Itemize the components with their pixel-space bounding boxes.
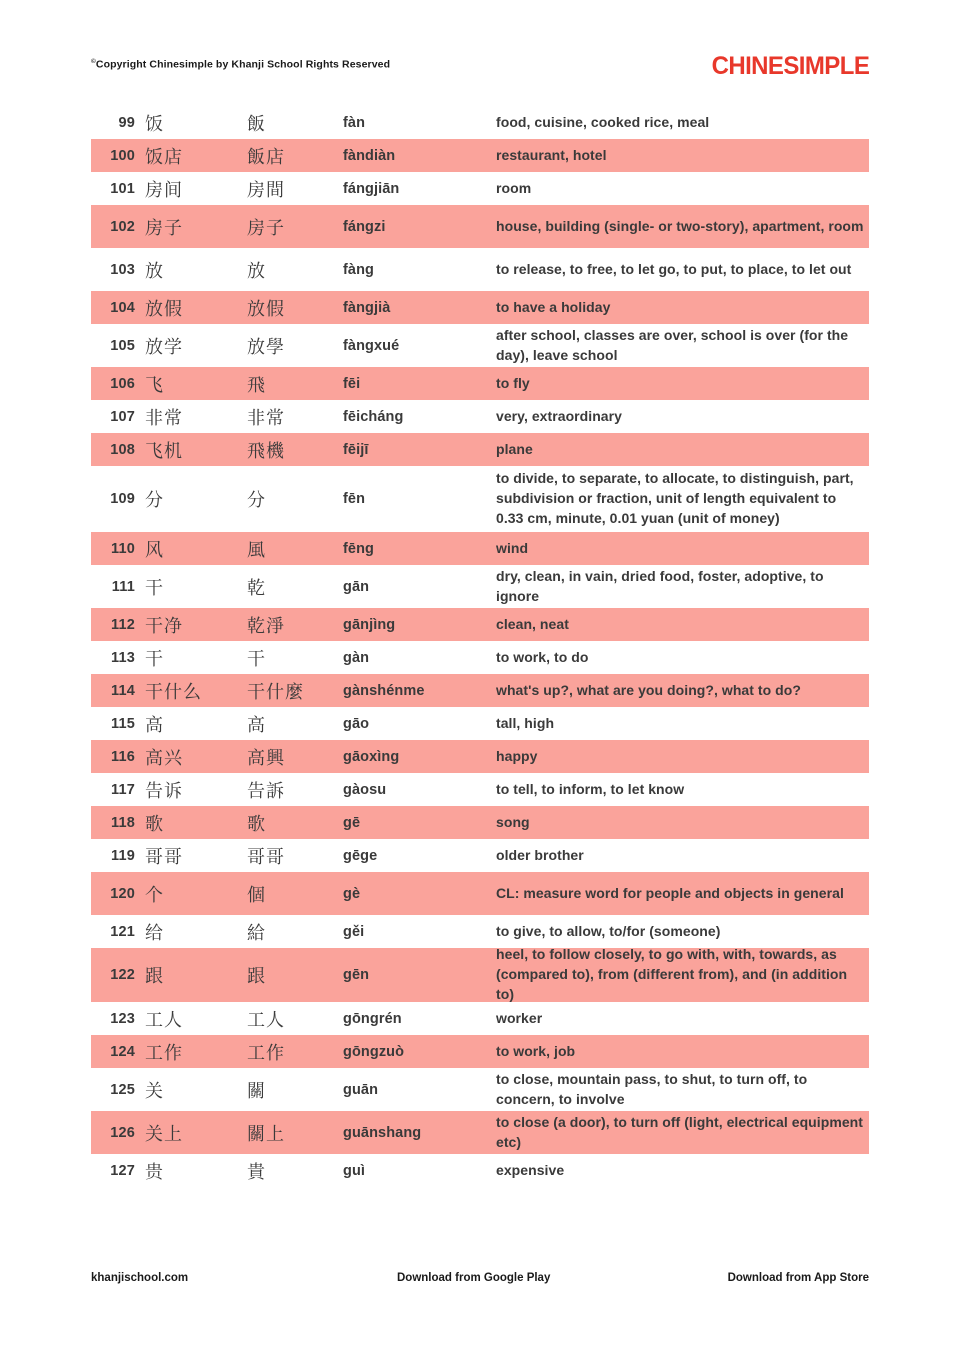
simplified-character: 给 <box>145 922 164 943</box>
english-definition: dry, clean, in vain, dried food, foster, adoptive, to ignore <box>496 567 824 604</box>
traditional-character: 貴 <box>247 1161 266 1182</box>
table-row <box>91 872 869 915</box>
copyright-symbol: © <box>91 58 96 65</box>
english-definition: clean, neat <box>496 615 569 632</box>
pinyin-reading: fàngjià <box>343 299 391 316</box>
simplified-character: 放假 <box>145 298 183 319</box>
english-definition: CL: measure word for people and objects in general <box>496 884 844 901</box>
english-definition: what's up?, what are you doing?, what to do? <box>496 681 801 698</box>
row-index: 100 <box>110 147 135 164</box>
row-index: 118 <box>111 814 135 831</box>
row-index: 113 <box>111 649 135 666</box>
simplified-character: 饭店 <box>145 146 183 167</box>
row-index: 123 <box>110 1010 135 1027</box>
english-definition: to divide, to separate, to allocate, to distinguish, part, subdivision or fraction, unit of length equivalent to 0.33 cm, minute, 0.01 yuan (unit of money) <box>496 470 854 526</box>
table-row <box>91 707 869 740</box>
english-definition: to have a holiday <box>496 298 611 315</box>
page-header <box>91 52 869 88</box>
table-row <box>91 1068 869 1111</box>
pinyin-reading: gōngrén <box>343 1010 402 1027</box>
traditional-character: 工人 <box>247 1009 285 1030</box>
simplified-character: 放学 <box>145 336 183 357</box>
simplified-character: 高 <box>145 714 164 735</box>
traditional-character: 分 <box>247 490 266 510</box>
traditional-character: 房間 <box>247 179 285 200</box>
table-row <box>91 106 869 139</box>
pinyin-reading: gōngzuò <box>343 1043 405 1060</box>
english-definition: song <box>496 813 530 830</box>
table-row <box>91 172 869 205</box>
vocabulary-table <box>91 106 869 1187</box>
simplified-character: 歌 <box>145 813 164 834</box>
traditional-character: 工作 <box>247 1042 285 1063</box>
simplified-character: 贵 <box>145 1161 164 1182</box>
pinyin-reading: fàng <box>343 261 375 278</box>
table-row <box>91 1154 869 1187</box>
table-row <box>91 608 869 641</box>
copyright-notice <box>91 58 390 71</box>
english-definition: very, extraordinary <box>496 407 622 424</box>
pinyin-reading: gàosu <box>343 781 387 798</box>
english-definition: tall, high <box>496 714 555 731</box>
row-index: 112 <box>111 616 135 633</box>
traditional-character: 飯 <box>247 113 266 134</box>
traditional-character: 放假 <box>247 298 285 319</box>
table-row <box>91 291 869 324</box>
row-index: 120 <box>110 885 135 902</box>
traditional-character: 跟 <box>247 966 266 986</box>
table-row <box>91 139 869 172</box>
english-definition: food, cuisine, cooked rice, meal <box>496 113 710 130</box>
footer-app-store-link[interactable]: Download from App Store <box>727 1272 869 1284</box>
traditional-character: 干什麼 <box>247 681 304 702</box>
row-index: 121 <box>110 923 135 940</box>
footer-website-link[interactable]: khanjischool.com <box>91 1272 189 1284</box>
table-row <box>91 205 869 248</box>
table-row <box>91 1035 869 1068</box>
row-index: 110 <box>111 540 135 557</box>
pinyin-reading: gēn <box>343 967 370 983</box>
traditional-character: 乾 <box>247 577 266 598</box>
row-index: 101 <box>110 180 135 197</box>
row-index: 114 <box>111 682 135 699</box>
english-definition: wind <box>496 539 529 556</box>
table-row <box>91 740 869 773</box>
table-row <box>91 1111 869 1154</box>
row-index: 102 <box>110 218 135 235</box>
traditional-character: 放 <box>247 260 266 281</box>
english-definition: older brother <box>496 846 584 863</box>
pinyin-reading: fángjiān <box>343 180 400 197</box>
table-row <box>91 565 869 608</box>
pinyin-reading: gàn <box>343 649 370 666</box>
row-index: 104 <box>110 299 135 316</box>
english-definition: restaurant, hotel <box>496 146 607 163</box>
pinyin-reading: fēijī <box>343 441 369 458</box>
english-definition: to release, to free, to let go, to put, to place, to let out <box>496 260 852 277</box>
simplified-character: 告诉 <box>145 780 183 801</box>
chinesimple-logo: CHINESIMPLE <box>711 52 869 80</box>
simplified-character: 飞 <box>145 374 164 395</box>
row-index: 111 <box>111 578 135 595</box>
row-index: 105 <box>110 337 135 354</box>
traditional-character: 飯店 <box>247 146 285 167</box>
pinyin-reading: fàndiàn <box>343 147 396 164</box>
english-definition: after school, classes are over, school is over (for the day), leave school <box>496 326 849 363</box>
row-index: 124 <box>110 1043 135 1060</box>
english-definition: to close (a door), to turn off (light, electrical equipment etc) <box>496 1113 863 1150</box>
pinyin-reading: fēng <box>343 540 375 557</box>
english-definition: worker <box>496 1009 543 1026</box>
row-index: 119 <box>111 847 135 864</box>
traditional-character: 飛機 <box>247 440 285 461</box>
row-index: 108 <box>110 441 135 458</box>
simplified-character: 分 <box>145 490 164 510</box>
table-row <box>91 839 869 872</box>
row-index: 127 <box>110 1162 135 1179</box>
simplified-character: 房间 <box>145 179 183 200</box>
english-definition: house, building (single- or two-story), apartment, room <box>496 217 864 234</box>
traditional-character: 風 <box>247 539 266 560</box>
row-index: 122 <box>110 967 135 983</box>
traditional-character: 個 <box>247 884 266 905</box>
simplified-character: 风 <box>145 539 164 560</box>
pinyin-reading: gānjìng <box>343 616 396 633</box>
traditional-character: 關上 <box>247 1123 285 1144</box>
english-definition: to give, to allow, to/for (someone) <box>496 922 721 939</box>
table-row <box>91 248 869 291</box>
traditional-character: 給 <box>247 922 266 943</box>
table-row <box>91 532 869 565</box>
traditional-character: 高興 <box>247 747 285 768</box>
table-row <box>91 641 869 674</box>
pinyin-reading: fángzi <box>343 218 386 235</box>
table-row <box>91 1002 869 1035</box>
simplified-character: 关 <box>145 1080 164 1101</box>
english-definition: room <box>496 179 532 196</box>
pinyin-reading: gē <box>343 814 361 831</box>
row-index: 106 <box>110 375 135 392</box>
table-row <box>91 948 869 1002</box>
traditional-character: 高 <box>247 714 266 735</box>
english-definition: heel, to follow closely, to go with, with, towards, as (compared to), from (different from), and (in addition to) <box>496 946 848 1002</box>
simplified-character: 高兴 <box>145 747 183 768</box>
table-row <box>91 433 869 466</box>
simplified-character: 放 <box>145 260 164 281</box>
row-index: 125 <box>110 1081 135 1098</box>
table-row <box>91 674 869 707</box>
pinyin-reading: gāo <box>343 715 370 732</box>
simplified-character: 干 <box>145 577 164 598</box>
simplified-character: 饭 <box>145 113 164 134</box>
simplified-character: 工人 <box>145 1009 183 1030</box>
pinyin-reading: fēi <box>343 375 361 392</box>
row-index: 107 <box>110 408 135 425</box>
simplified-character: 关上 <box>145 1123 183 1144</box>
footer-google-play-link[interactable]: Download from Google Play <box>397 1272 551 1284</box>
english-definition: to work, job <box>496 1042 576 1059</box>
english-definition: expensive <box>496 1161 565 1178</box>
traditional-character: 告訴 <box>247 780 285 801</box>
table-row <box>91 915 869 948</box>
page-footer <box>91 1272 869 1290</box>
pinyin-reading: fàngxué <box>343 337 400 354</box>
english-definition: to work, to do <box>496 648 589 665</box>
traditional-character: 非常 <box>247 407 285 428</box>
row-index: 99 <box>118 114 135 131</box>
english-definition: to close, mountain pass, to shut, to turn off, to concern, to involve <box>496 1070 808 1107</box>
pinyin-reading: fēn <box>343 491 366 507</box>
english-definition: happy <box>496 747 538 764</box>
row-index: 126 <box>110 1124 135 1141</box>
english-definition: to fly <box>496 374 530 391</box>
table-row <box>91 324 869 367</box>
row-index: 109 <box>110 491 135 507</box>
simplified-character: 干净 <box>145 615 183 636</box>
row-index: 115 <box>111 715 135 732</box>
traditional-character: 哥哥 <box>247 846 285 867</box>
simplified-character: 哥哥 <box>145 846 183 867</box>
traditional-character: 歌 <box>247 813 266 834</box>
table-row <box>91 400 869 433</box>
pinyin-reading: gànshénme <box>343 682 425 699</box>
simplified-character: 工作 <box>145 1042 183 1063</box>
traditional-character: 放學 <box>247 336 285 357</box>
simplified-character: 跟 <box>145 966 164 986</box>
pinyin-reading: gān <box>343 578 370 595</box>
pinyin-reading: gāoxìng <box>343 748 400 765</box>
simplified-character: 个 <box>145 884 164 905</box>
table-row <box>91 367 869 400</box>
pinyin-reading: gēge <box>343 847 378 864</box>
row-index: 117 <box>111 781 135 798</box>
traditional-character: 飛 <box>247 374 266 395</box>
simplified-character: 干 <box>145 648 164 669</box>
traditional-character: 房子 <box>247 217 285 238</box>
pinyin-reading: fēicháng <box>343 408 404 425</box>
row-index: 103 <box>110 261 135 278</box>
pinyin-reading: gè <box>343 885 361 902</box>
row-index: 116 <box>111 748 135 765</box>
pinyin-reading: guì <box>343 1162 366 1179</box>
traditional-character: 乾淨 <box>247 615 285 636</box>
pinyin-reading: fàn <box>343 114 366 131</box>
simplified-character: 飞机 <box>145 440 183 461</box>
table-row <box>91 773 869 806</box>
simplified-character: 房子 <box>145 217 183 238</box>
simplified-character: 干什么 <box>145 681 202 702</box>
simplified-character: 非常 <box>145 407 183 428</box>
pinyin-reading: guān <box>343 1081 379 1098</box>
traditional-character: 干 <box>247 648 266 669</box>
table-row <box>91 806 869 839</box>
traditional-character: 關 <box>247 1080 266 1101</box>
table-row <box>91 466 869 532</box>
pinyin-reading: guānshang <box>343 1124 422 1141</box>
english-definition: to tell, to inform, to let know <box>496 780 685 797</box>
copyright-text: Copyright Chinesimple by Khanji School Rights Reserved <box>95 58 391 71</box>
pinyin-reading: gěi <box>343 923 365 940</box>
english-definition: plane <box>496 440 533 457</box>
